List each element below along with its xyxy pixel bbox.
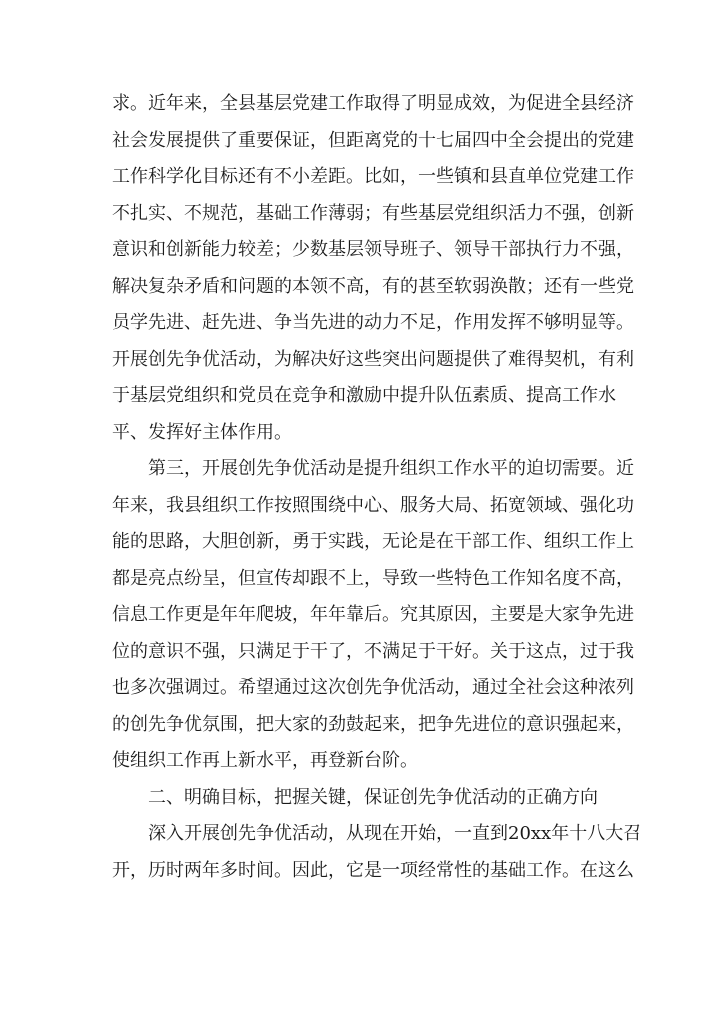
text-line: 使组织工作再上新水平，再登新台阶。 <box>112 750 418 771</box>
text-line: 工作科学化目标还有不小差距。比如，一些镇和县直单位党建工作 <box>112 166 634 187</box>
text-line: 解决复杂矛盾和问题的本领不高，有的甚至软弱涣散；还有一些党 <box>112 275 634 297</box>
text-line: 开展创先争优活动，为解决好这些突出问题提供了难得契机，有利 <box>112 348 634 370</box>
text-line: 信息工作更是年年爬坡，年年靠后。究其原因，主要是大家争先进 <box>112 604 634 625</box>
document-body <box>112 86 642 889</box>
text-line: 求。近年来，全县基层党建工作取得了明显成效，为促进全县经济 <box>112 93 634 114</box>
section-heading <box>112 780 612 817</box>
text-line: 开，历时两年多时间。因此，它是一项经常性的基础工作。在这么 <box>112 859 634 881</box>
text-line: 的创先争优氛围，把大家的劲鼓起来，把争先进位的意识强起来， <box>112 713 634 735</box>
text-line: 于基层党组织和党员在竞争和激励中提升队伍素质、提高工作水 <box>112 385 616 406</box>
paragraph <box>112 451 634 780</box>
text-line: 平、发挥好主体作用。 <box>112 421 292 443</box>
text-line: 第三，开展创先争优活动是提升组织工作水平的迫切需要。近 <box>148 458 634 479</box>
text-line: 也多次强调过。希望通过这次创先争优活动，通过全社会这种浓列 <box>112 677 634 698</box>
text-line: 不扎实、不规范，基础工作薄弱；有些基层党组织活力不强，创新 <box>112 202 634 224</box>
text-line: 社会发展提供了重要保证，但距离党的十七届四中全会提出的党建 <box>112 129 634 151</box>
paragraph <box>112 816 642 889</box>
text-line: 意识和创新能力较差；少数基层领导班子、领导干部执行力不强， <box>112 239 634 260</box>
text-line: 位的意识不强，只满足于干了，不满足于干好。关于这点，过于我 <box>112 640 634 662</box>
text-line: 员学先进、赶先进、争当先进的动力不足，作用发挥不够明显等。 <box>112 312 634 333</box>
text-line: 都是亮点纷呈，但宣传却跟不上，导致一些特色工作知名度不高， <box>112 567 634 589</box>
text-line: 深入开展创先争优活动，从现在开始，一直到20xx年十八大召 <box>148 823 642 844</box>
text-line: 二、明确目标，把握关键，保证创先争优活动的正确方向 <box>148 786 598 808</box>
paragraph <box>112 86 634 451</box>
text-line: 能的思路，大胆创新，勇于实践，无论是在干部工作、组织工作上 <box>112 531 634 552</box>
text-line: 年来，我县组织工作按照围绕中心、服务大局、拓宽领域、强化功 <box>112 494 634 516</box>
